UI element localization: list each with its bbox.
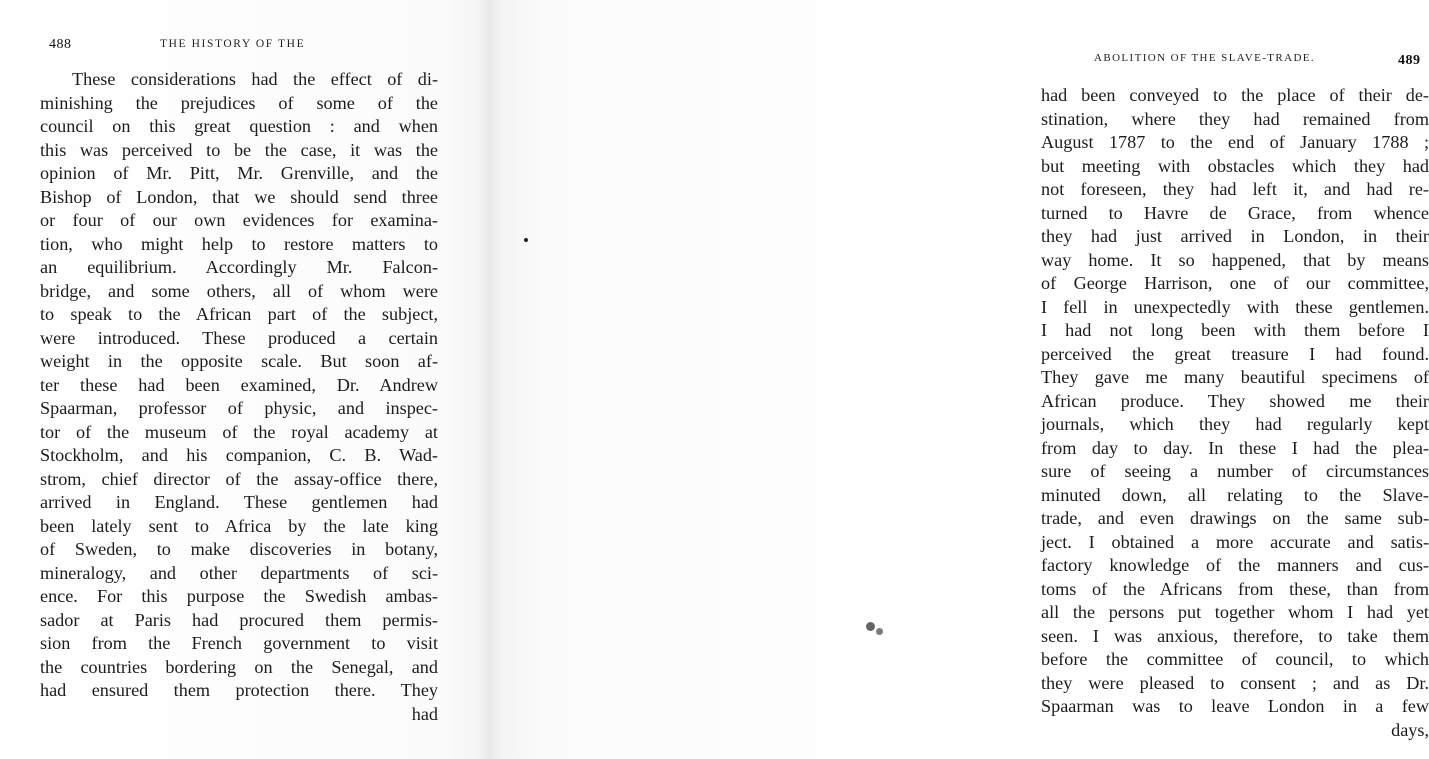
text-line: been lately sent to Africa by the late king — [40, 515, 438, 536]
text-line: tor of the museum of the royal academy at — [40, 421, 438, 442]
text-line: not foreseen, they had left it, and had re- — [1041, 179, 1429, 199]
text-line: council on this great question : and when — [40, 116, 438, 136]
text-line: sion from the French government to visit — [40, 633, 438, 653]
text-line: Stockholm, and his companion, C. B. Wad- — [40, 445, 438, 465]
text-line: ence. For this purpose the Swedish ambas- — [40, 586, 438, 606]
catchword: days, — [1391, 719, 1429, 740]
text-line: seen. I was anxious, therefore, to take them — [1041, 625, 1429, 646]
text-line: ter these had been examined, Dr. Andrew — [40, 374, 438, 395]
text-line: the countries bordering on the Senegal, and — [40, 656, 438, 677]
text-line: bridge, and some others, all of whom were — [40, 280, 438, 301]
text-line: August 1787 to the end of January 1788 ; — [1041, 132, 1429, 152]
text-line: minishing the prejudices of some of the — [40, 92, 438, 113]
text-line: before the committee of council, to which — [1041, 649, 1429, 669]
text-line: tion, who might help to restore matters to — [40, 233, 438, 254]
text-line: had ensured them protection there. They — [40, 680, 438, 700]
text-line: were introduced. These produced a certain — [40, 327, 438, 348]
text-line: to speak to the African part of the subject, — [40, 304, 438, 324]
text-line: Spaarman, professor of physic, and inspec- — [40, 398, 438, 418]
text-line: Spaarman was to leave London in a few — [1041, 696, 1429, 716]
text-line: I had not long been with them before I — [1041, 320, 1429, 340]
text-line: trade, and even drawings on the same sub- — [1041, 508, 1429, 528]
left-page — [0, 0, 490, 759]
text-line: perceived the great treasure I had found. — [1041, 343, 1429, 364]
text-line: from day to day. In these I had the plea- — [1041, 437, 1429, 458]
ink-speck — [524, 238, 528, 242]
text-line: minuted down, all relating to the Slave- — [1041, 484, 1429, 505]
left-page-text — [40, 68, 438, 726]
right-running-head: ABOLITION OF THE SLAVE-TRADE. — [1094, 52, 1316, 64]
right-page-number: 489 — [1398, 53, 1421, 68]
text-line: but meeting with obstacles which they had — [1041, 155, 1429, 176]
text-line: or four of our own evidences for examina- — [40, 210, 438, 230]
text-line: of George Harrison, one of our committee, — [1041, 273, 1429, 293]
text-line: African produce. They showed me their — [1041, 390, 1429, 411]
text-line: they were pleased to consent ; and as Dr. — [1041, 672, 1429, 693]
text-line: I fell in unexpectedly with these gentlemen. — [1041, 296, 1429, 317]
ink-blot — [876, 628, 883, 635]
left-running-head: THE HISTORY OF THE — [160, 38, 306, 50]
text-line: journals, which they had regularly kept — [1041, 414, 1429, 434]
text-line: They gave me many beautiful specimens of — [1041, 367, 1429, 387]
text-line: opinion of Mr. Pitt, Mr. Grenville, and the — [40, 163, 438, 183]
text-line: toms of the Africans from these, than from — [1041, 578, 1429, 599]
text-line: an equilibrium. Accordingly Mr. Falcon- — [40, 257, 438, 277]
text-line: turned to Havre de Grace, from whence — [1041, 202, 1429, 223]
text-line: of Sweden, to make discoveries in botany, — [40, 539, 438, 559]
text-line: arrived in England. These gentlemen had — [40, 492, 438, 512]
left-page-number: 488 — [49, 37, 72, 52]
text-line: factory knowledge of the manners and cus- — [1041, 555, 1429, 575]
text-line: strom, chief director of the assay-office there, — [40, 468, 438, 489]
text-line: all the persons put together whom I had yet — [1041, 602, 1429, 622]
text-line: this was perceived to be the case, it was the — [40, 139, 438, 160]
text-line: they had just arrived in London, in their — [1041, 226, 1429, 246]
text-line: had been conveyed to the place of their de- — [1041, 85, 1429, 105]
text-line: These considerations had the effect of di- — [72, 69, 438, 89]
text-line: weight in the opposite scale. But soon af- — [40, 351, 438, 371]
text-line: sador at Paris had procured them permis- — [40, 609, 438, 630]
text-line: mineralogy, and other departments of sci- — [40, 562, 438, 583]
right-page — [490, 0, 1429, 759]
text-line: stination, where they had remained from — [1041, 108, 1429, 129]
ink-blot — [866, 622, 875, 631]
text-line: sure of seeing a number of circumstances — [1041, 461, 1429, 481]
text-line: ject. I obtained a more accurate and satis- — [1041, 531, 1429, 552]
text-line: way home. It so happened, that by means — [1041, 249, 1429, 270]
catchword: had — [411, 703, 438, 724]
right-page-text — [1041, 84, 1429, 742]
text-line: Bishop of London, that we should send three — [40, 186, 438, 207]
